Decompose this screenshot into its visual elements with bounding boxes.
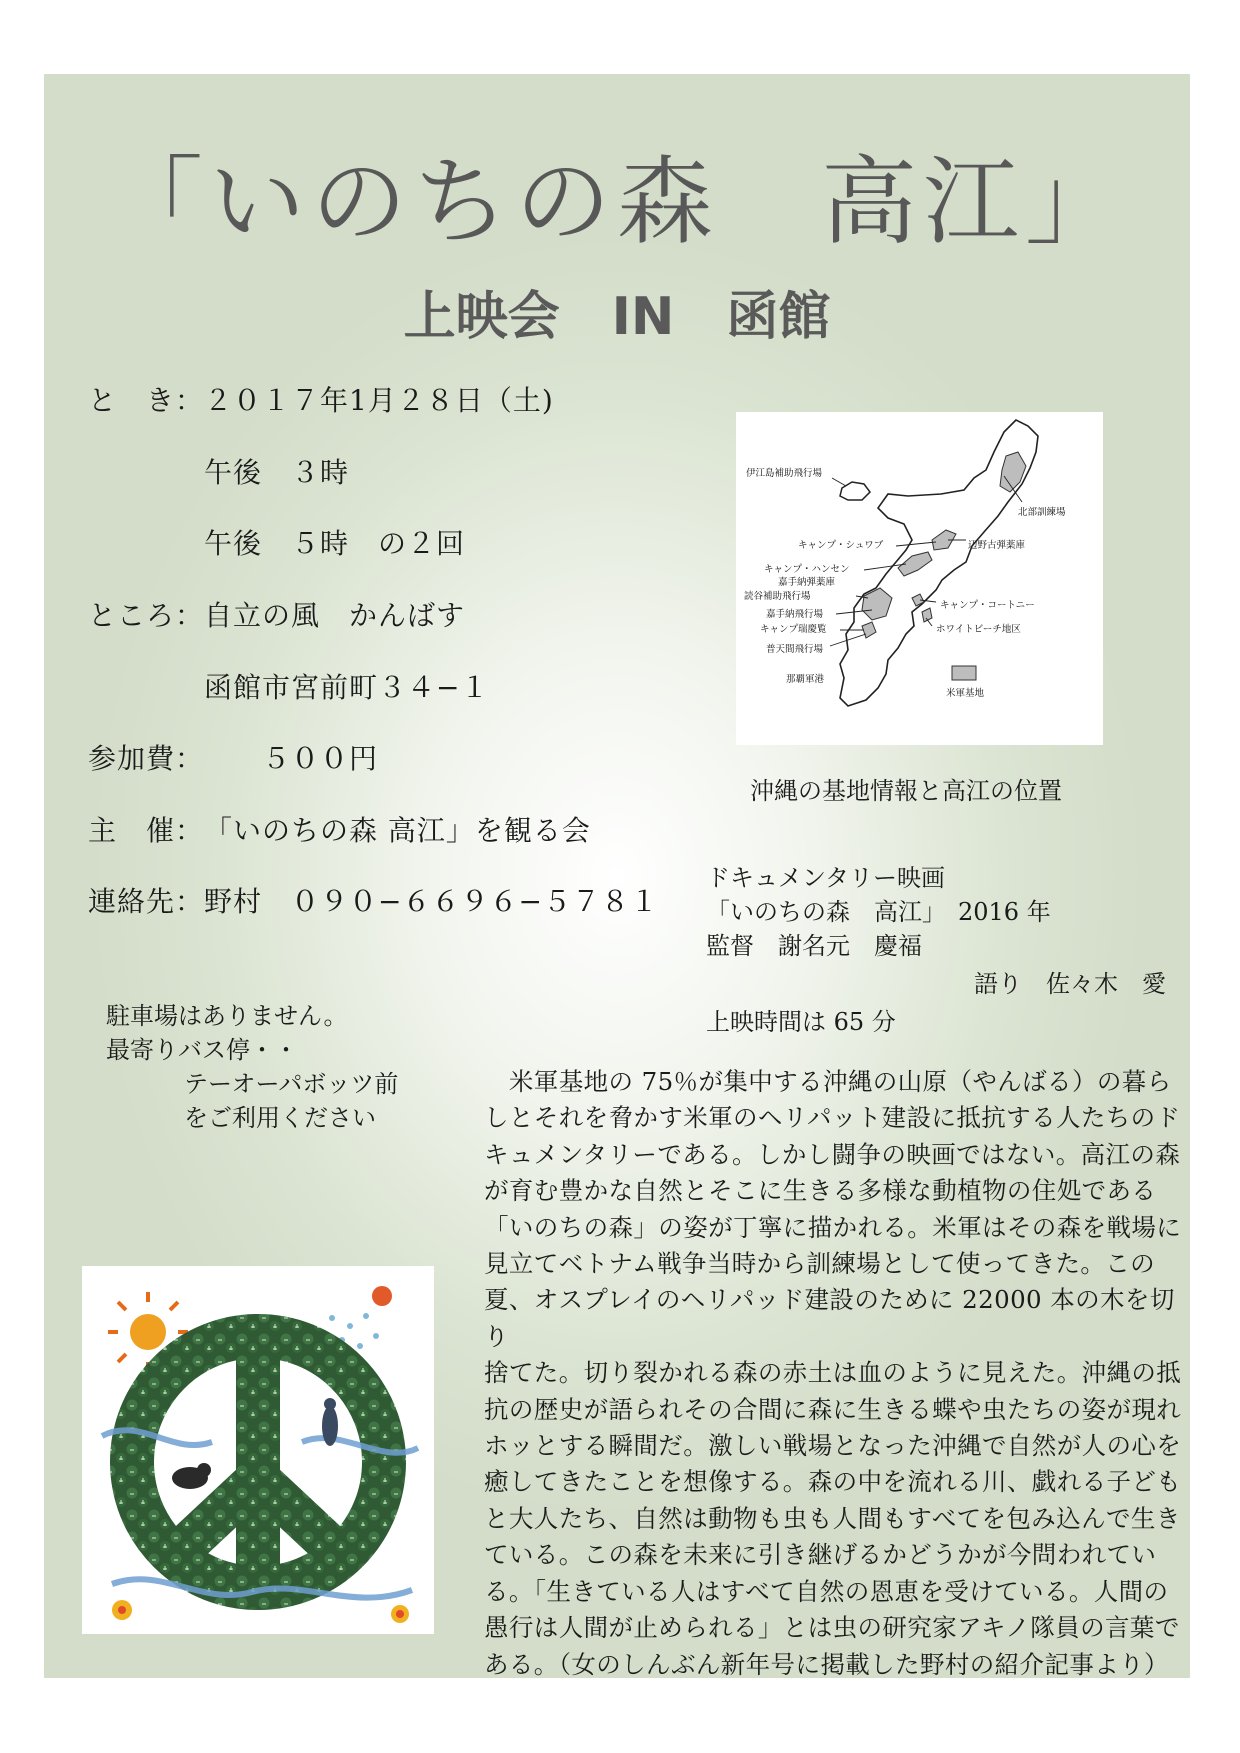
flyer-subtitle: 上映会 IN 函館 — [403, 287, 831, 347]
map-label-hansen: キャンプ・ハンセン — [764, 564, 850, 575]
description-line: と大人たち、自然は動物も虫も人間もすべてを包み込んで生き — [484, 1503, 1181, 1533]
okinawa-base-map — [736, 412, 1103, 745]
parking-note-3: テーオーパボッツ前 — [184, 1070, 399, 1098]
map-label-courtney: キャンプ・コートニー — [940, 600, 1035, 611]
description-line: ある。（女のしんぶん新年号に掲載した野村の紹介記事より） — [484, 1649, 1169, 1679]
film-runtime: 上映時間は 65 分 — [706, 1008, 896, 1036]
map-label-white-beach: ホワイトビーチ地区 — [936, 624, 1021, 635]
address: 函館市宮前町３４−１ — [204, 671, 490, 704]
host-value: 「いのちの森 高江」を観る会 — [204, 814, 591, 847]
description-line: 夏、オスプレイのヘリパッド建設のために 22000 本の木を切り — [484, 1285, 1175, 1351]
peace-forest-illustration — [82, 1266, 434, 1634]
description-line: が育む豊かな自然とそこに生きる多様な動植物の住処である — [484, 1176, 1157, 1206]
description-line: ている。この森を未来に引き継げるかどうかが今問われてい — [484, 1540, 1157, 1570]
description-line: キュメンタリーである。しかし闘争の映画ではない。高江の森 — [484, 1139, 1181, 1169]
time-1: 午後 ３時 — [204, 456, 350, 489]
description-line: 米軍基地の 75％が集中する沖縄の山原（やんばる）の暮ら — [484, 1067, 1172, 1096]
place-row — [88, 594, 465, 634]
map-label-naha: 那覇軍港 — [786, 674, 825, 685]
date-row — [88, 379, 554, 419]
contact-row — [88, 880, 659, 920]
description-line: 捨てた。切り裂かれる森の赤土は血のように見えた。沖縄の抵 — [484, 1358, 1182, 1388]
legend-swatch — [952, 666, 976, 680]
place-value: 自立の風 かんばす — [204, 599, 466, 632]
description-line: 「いのちの森」の姿が丁寧に描かれる。米軍はその森を戦場に — [484, 1212, 1182, 1242]
film-description — [484, 1064, 1184, 1683]
map-label-kadena-ammo: 嘉手納弾薬庫 — [778, 577, 836, 588]
map-label-ie: 伊江島補助飛行場 — [746, 468, 823, 479]
peace-sign-icon — [132, 1336, 384, 1588]
description-line: 抗の歴史が語られその合間に森に生きる蝶や虫たちの姿が現れ — [484, 1394, 1182, 1424]
film-director: 監督 謝名元 慶福 — [706, 932, 922, 960]
film-narrator: 語り 佐々木 愛 — [974, 970, 1166, 998]
date-label: と き： — [88, 384, 205, 417]
fee-value: ５００円 — [262, 742, 379, 775]
place-label: ところ： — [88, 599, 205, 632]
description-line: しとそれを脅かす米軍のヘリパット建設に抵抗する人たちのド — [484, 1103, 1181, 1133]
parking-note-4: をご利用ください — [184, 1104, 376, 1132]
contact-label: 連絡先： — [88, 885, 205, 918]
flyer-title: 「いのちの森 高江」 — [107, 146, 1127, 258]
description-line: る。「生きている人はすべて自然の恩恵を受けている。人間の — [484, 1576, 1169, 1606]
film-type: ドキュメンタリー映画 — [706, 864, 946, 892]
film-title-year: 「いのちの森 高江」 2016 年 — [706, 898, 1051, 926]
host-label: 主 催： — [88, 814, 205, 847]
contact-value: 野村 ０９０−６６９６−５７８１ — [204, 885, 659, 918]
description-line: 癒してきたことを想像する。森の中を流れる川、戯れる子ども — [484, 1467, 1182, 1497]
map-label-yomitan: 読谷補助飛行場 — [744, 591, 811, 602]
host-row — [88, 809, 591, 849]
map-label-henoko: 辺野古弾薬庫 — [968, 540, 1026, 551]
map-caption: 沖縄の基地情報と高江の位置 — [750, 777, 1062, 805]
description-line: ホッとする瞬間だ。激しい戦場となった沖縄で自然が人の心を — [484, 1431, 1182, 1461]
map-label-kadena-air: 嘉手納飛行場 — [766, 609, 824, 620]
map-label-schwab: キャンプ・シュワブ — [798, 540, 884, 551]
description-line: 見立てベトナム戦争当時から訓練場として使ってきた。この — [484, 1249, 1156, 1279]
parking-note-2: 最寄りバス停・・ — [106, 1036, 298, 1064]
flyer — [44, 74, 1190, 1678]
description-line: 愚行は人間が止められる」とは虫の研究家アキノ隊員の言葉で — [484, 1613, 1180, 1643]
fee-row — [88, 737, 378, 777]
map-label-zukeran: キャンプ瑞慶覧 — [760, 624, 827, 635]
fee-label: 参加費： — [88, 742, 205, 775]
map-label-futenma: 普天間飛行場 — [766, 644, 824, 655]
date-value: ２０１７年1月２８日（土) — [204, 384, 554, 417]
time-2: 午後 ５時 の２回 — [204, 527, 466, 560]
map-label-hokubu: 北部訓練場 — [1018, 507, 1066, 518]
parking-note-1: 駐車場はありません。 — [106, 1002, 348, 1030]
map-legend-label: 米軍基地 — [946, 688, 985, 699]
